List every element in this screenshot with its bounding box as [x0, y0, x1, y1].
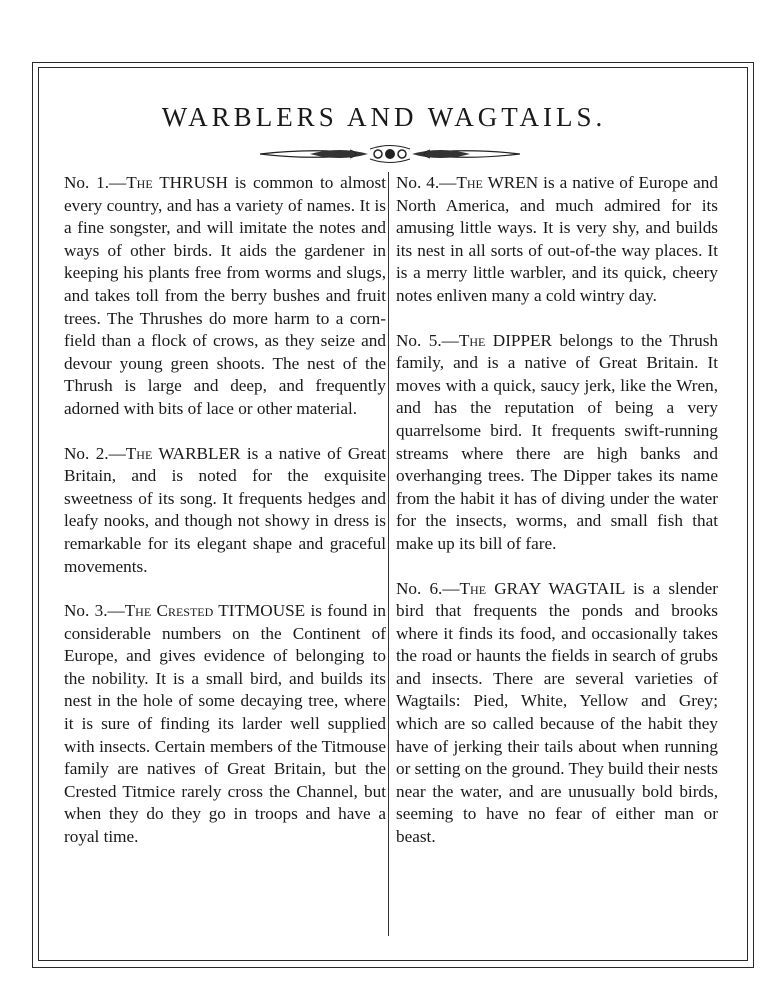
- entry-article: The Crested: [124, 601, 214, 621]
- page-title: WARBLERS AND WAGTAILS.: [161, 102, 607, 132]
- entry-number: No. 5.—: [396, 330, 459, 350]
- entry-wren: [396, 172, 718, 308]
- entry-number: No. 1.—: [64, 173, 127, 192]
- entry-warbler: [64, 443, 386, 579]
- column-divider: [388, 172, 389, 936]
- left-column: [64, 172, 386, 871]
- entry-text: belongs to the Thrush family, and is a native of Great Britain. It moves with a quick, saucy jerk, like the Wren, and has the reputation of being a very quarrelsome bird. It frequents swift-running streams where there are high banks and overhanging trees. The Dipper takes its name from the habit it has of diving under the water for the insects, worms, and small fish that make up its bill of fare.: [396, 330, 719, 553]
- entry-text: is a native of Great Britain, and is noted for the exquisite sweetness of its song. It frequents hedges and leafy nooks, and though not showy in dress is remarkable for its elegant shape and graceful movements.: [64, 443, 386, 576]
- entry-titmouse: [64, 600, 386, 849]
- entry-text: is a slender bird that frequents the ponds and brooks where it finds its food, and occasionally takes the road or haunts the fields in search of grubs and insects. There are several varieties of Wagtails: Pied, White, Yellow and Grey; which are so called because of the habit they have of jerking their tails about when running or setting on the ground. They build their nests near the water, and are unusually bold birds, seeming to have no fear of either man or beast.: [396, 578, 718, 847]
- entry-bird-name: WARBLER: [158, 443, 241, 463]
- entry-article: The: [126, 173, 153, 192]
- entry-text: is a native of Europe and North America, and much admired for its amusing little ways. It is very shy, and builds its nest in all sorts of out-of-the way places. It is a merry little warbler, and its quick, cheery notes enliven many a cold wintry day.: [396, 173, 718, 305]
- entry-number: No. 2.—: [64, 443, 126, 463]
- entry-text: is found in considerable numbers on the Continent of Europe, and gives evidence of belonging to the nobility. It is a small bird, and builds its nest in the hole of some decaying tree, where it is sure of finding its larder well supplied with insects. Certain members of the Titmouse family are natives of Great Britain, but the Crested Titmice rarely cross the Channel, but when they do they go in troops and have a royal time.: [64, 601, 386, 847]
- entry-bird-name: GRAY WAGTAIL: [494, 578, 625, 598]
- entry-bird-name: WREN: [487, 173, 539, 192]
- entry-dipper: [396, 330, 718, 556]
- entry-thrush: [64, 172, 386, 421]
- entry-number: No. 6.—: [396, 578, 460, 598]
- entry-gray-wagtail: [396, 578, 718, 849]
- entry-number: No. 3.—: [64, 601, 125, 621]
- entry-number: No. 4.—: [396, 173, 457, 192]
- right-column: [396, 172, 718, 871]
- entry-article: The: [458, 330, 486, 350]
- entry-text: is common to almost every country, and has a variety of names. It is a fine songster, and will imitate the notes and ways of other birds. It aids the gardener in keeping his plants free from worms and slugs, and takes toll from the berry bushes and fruit trees. The Thrushes do more harm to a corn-field than a flock of crows, as they seize and devour young green shoots. The nest of the Thrush is large and deep, and frequently adorned with bits of lace or other material.: [64, 173, 386, 418]
- entry-article: The: [459, 578, 487, 598]
- entry-article: The: [125, 443, 153, 463]
- entry-bird-name: DIPPER: [492, 330, 552, 350]
- title-ornament: [250, 142, 530, 166]
- entry-bird-name: THRUSH: [159, 173, 228, 192]
- entry-bird-name: TITMOUSE: [218, 601, 306, 621]
- entry-article: The: [456, 173, 483, 192]
